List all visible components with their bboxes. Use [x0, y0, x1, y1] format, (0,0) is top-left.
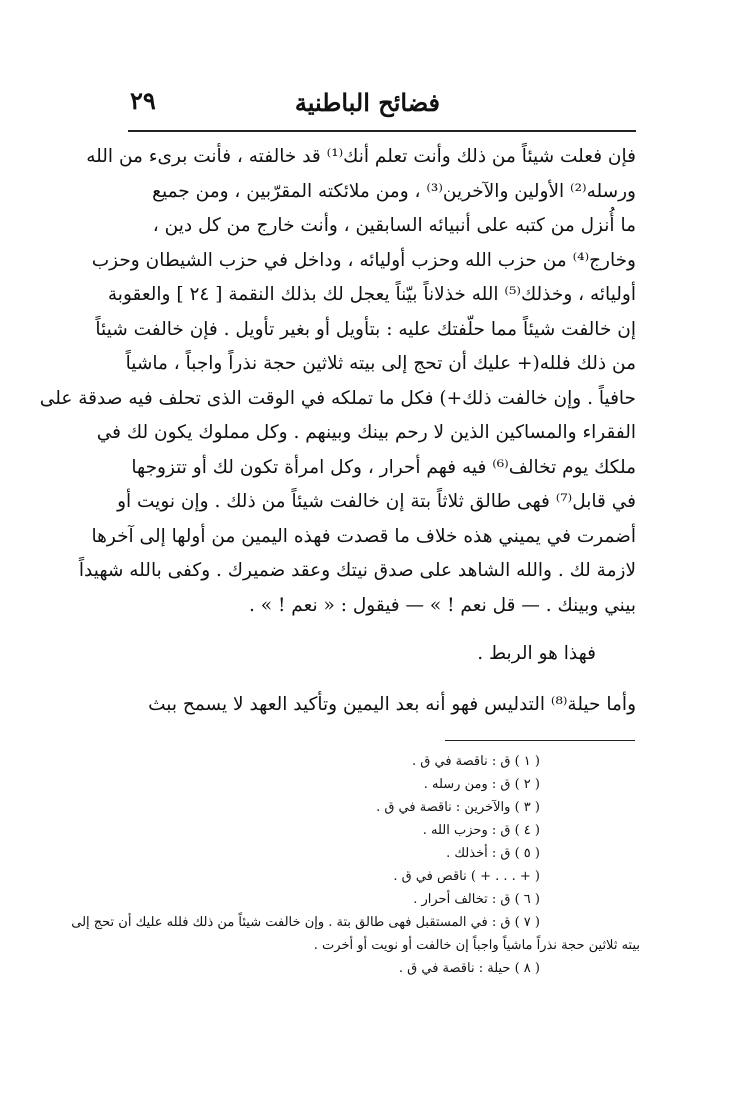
footnote: ( ٨ ) حيلة : ناقصة في ق . [398, 961, 540, 976]
footnote-rule [445, 740, 635, 741]
footnote: ( ٦ ) ق : تخالف أحرار . [413, 892, 540, 907]
paragraph-line: وأما حيلة⁽⁸⁾ التدليس فهو أنه بعد اليمين وتأكيد العهد لا يسمح ببث [148, 693, 636, 715]
page-title: فضائح الباطنية [294, 88, 440, 117]
header-rule [128, 130, 636, 132]
body-line: بيني وبينك . — قل نعم ! » — فيقول : « نعم ! » . [248, 594, 636, 616]
body-line: الفقراء والمساكين الذين لا رحم بينك وبينهم . وكل مملوك يكون لك في [96, 422, 636, 443]
body-line: من ذلك فلله(+ عليك أن تحج إلى بيته ثلاثين حجة نذراً واجباً ، ماشياً [125, 353, 636, 374]
body-line: حافياً . وإن خالفت ذلك+) فكل ما تملكه في الوقت الذى تحلف فيه صدقة على [39, 387, 636, 409]
body-line: في قابل⁽⁷⁾ فهى طالق ثلاثاً بتة إن خالفت شيئاً من ذلك . وإن نويت أو [117, 491, 636, 512]
body-line: وخارج⁽⁴⁾ من حزب الله وحزب أوليائه ، وداخل في حزب الشيطان وحزب [91, 249, 636, 271]
page-number: ٢٩ [130, 86, 156, 115]
page-header [120, 80, 640, 128]
short-line: فهذا هو الربط . [477, 643, 596, 664]
body-line: ملكك يوم تخالف⁽⁶⁾ فيه فهم أحرار ، وكل امرأة تكون لك أو تتزوجها [131, 456, 636, 478]
footnote: ( ٥ ) ق : أخذلك . [446, 846, 540, 861]
footnote: ( ٣ ) والآخرين : ناقصة في ق . [376, 800, 540, 815]
body-line: ورسله⁽²⁾ الأولين والآخرين⁽³⁾ ، ومن ملائكته المقرّبين ، ومن جميع [152, 180, 636, 202]
body-line: أوليائه ، وخذلك⁽⁵⁾ الله خذلاناً بيّناً يعجل لك بذلك النقمة [ ٢٤ ] والعقوبة [107, 284, 636, 305]
footnote: ( ١ ) ق : ناقصة في ق . [412, 754, 540, 769]
footnote: ( ٤ ) ق : وحزب الله . [422, 823, 540, 838]
body-text [39, 140, 636, 722]
body-line: أضمرت في يميني هذه خلاف ما قصدت فهذه اليمين من أولها إلى آخرها [91, 525, 636, 547]
footnote: ( + . . . + ) ناقص في ق . [393, 869, 540, 884]
footnote: ( ٢ ) ق : ومن رسله . [423, 777, 540, 792]
footnote-continuation: بيته ثلاثين حجة نذراً ماشياً واجباً إن خالفت أو نويت أو أخرت . [313, 938, 640, 953]
body-line: إن خالفت شيئاً مما حلّفتك عليه : بتأويل أو بغير تأويل . فإن خالفت شيئاً [95, 318, 636, 340]
body-line: فإن فعلت شيئاً من ذلك وأنت تعلم أنك⁽¹⁾ قد خالفته ، فأنت برىء من الله [86, 146, 636, 167]
body-line: لازمة لك . والله الشاهد على صدق نيتك وعقد ضميرك . وكفى بالله شهيداً [78, 560, 636, 581]
body-line: ما أُنزل من كتبه على أنبيائه السابقين ، وأنت خارج من كل دين ، [152, 215, 636, 236]
footnote: ( ٧ ) ق : في المستقبل فهى طالق بتة . وإن خالفت شيئاً من ذلك فلله عليك أن تحج إلى [71, 915, 540, 930]
footnotes [71, 750, 640, 980]
